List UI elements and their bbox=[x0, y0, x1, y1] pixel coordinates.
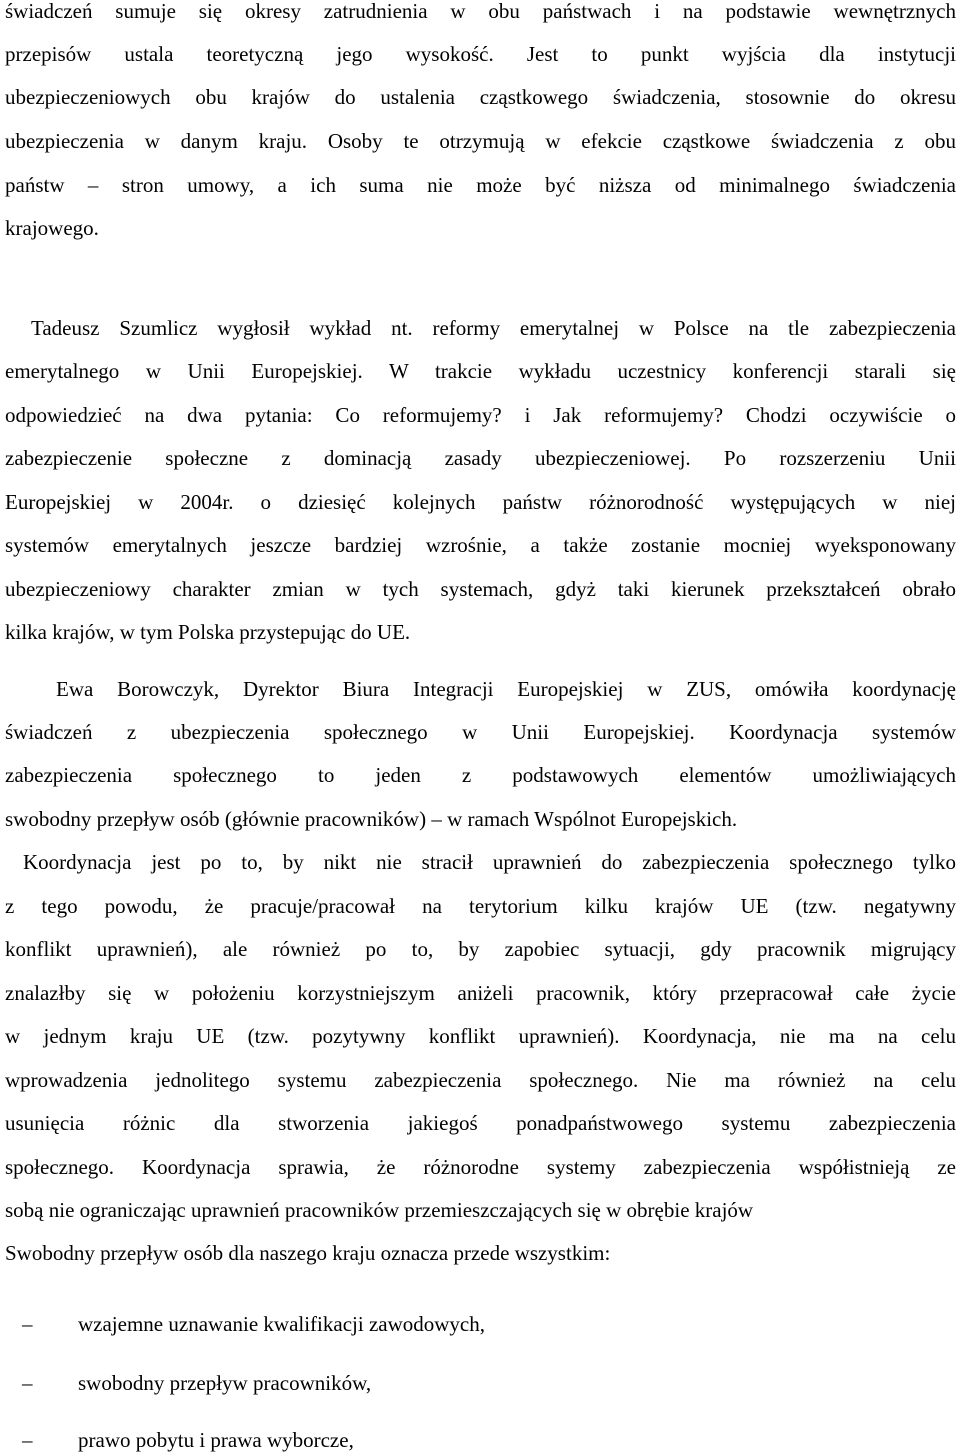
text-line: sobą nie ograniczając uprawnień pracowników przemieszczających się w obrębie krajów bbox=[5, 1198, 754, 1222]
text-line: Koordynacja jest po to, by nikt nie stracił uprawnień do zabezpieczenia społecznego tylko bbox=[23, 850, 956, 874]
text-line: Swobodny przepływ osób dla naszego kraju oznacza przede wszystkim: bbox=[5, 1241, 611, 1265]
text-line: usunięcia różnic dla stworzenia jakiegoś ponadpaństwowego systemu zabezpieczenia bbox=[5, 1111, 956, 1135]
list-item-text: prawo pobytu i prawa wyborcze, bbox=[78, 1428, 354, 1452]
text-line: Ewa Borowczyk, Dyrektor Biura Integracji Europejskiej w ZUS, omówiła koordynację bbox=[56, 677, 956, 701]
text-line: zabezpieczenie społeczne z dominacją zasady ubezpieczeniowej. Po rozszerzeniu Unii bbox=[5, 446, 956, 470]
dash-bullet-icon: – bbox=[22, 1428, 33, 1452]
text-line: wprowadzenia jednolitego systemu zabezpieczenia społecznego. Nie ma również na celu bbox=[5, 1068, 956, 1092]
text-line: konflikt uprawnień), ale również po to, by zapobiec sytuacji, gdy pracownik migrujący bbox=[5, 937, 956, 961]
text-line: ubezpieczeniowy charakter zmian w tych systemach, gdyż taki kierunek przekształceń obrało bbox=[5, 577, 956, 601]
text-line: znalazłby się w położeniu korzystniejszym aniżeli pracownik, który przepracował całe życie bbox=[5, 981, 956, 1005]
text-line: systemów emerytalnych jeszcze bardziej wzrośnie, a także zostanie mocniej wyeksponowany bbox=[5, 533, 956, 557]
text-line: ubezpieczenia w danym kraju. Osoby te otrzymują w efekcie cząstkowe świadczenia z obu bbox=[5, 129, 956, 153]
text-line: przepisów ustala teoretyczną jego wysokość. Jest to punkt wyjścia dla instytucji bbox=[5, 42, 956, 66]
text-line: emerytalnego w Unii Europejskiej. W trakcie wykładu uczestnicy konferencji starali się bbox=[5, 359, 956, 383]
text-line: zabezpieczenia społecznego to jeden z podstawowych elementów umożliwiających bbox=[5, 763, 956, 787]
text-line: ubezpieczeniowych obu krajów do ustalenia cząstkowego świadczenia, stosownie do okresu bbox=[5, 85, 956, 109]
text-line: państw – stron umowy, a ich suma nie może być niższa od minimalnego świadczenia bbox=[5, 173, 956, 197]
text-line: świadczeń sumuje się okresy zatrudnienia w obu państwach i na podstawie wewnętrznych bbox=[5, 0, 956, 23]
text-line: społecznego. Koordynacja sprawia, że różnorodne systemy zabezpieczenia współistnieją ze bbox=[5, 1155, 956, 1179]
dash-bullet-icon: – bbox=[22, 1312, 33, 1336]
text-line: z tego powodu, że pracuje/pracował na terytorium kilku krajów UE (tzw. negatywny bbox=[5, 894, 956, 918]
text-line: swobodny przepływ osób (głównie pracowników) – w ramach Wspólnot Europejskich. bbox=[5, 807, 738, 831]
text-line: Europejskiej w 2004r. o dziesięć kolejnych państw różnorodność występujących w niej bbox=[5, 490, 956, 514]
dash-bullet-icon: – bbox=[22, 1371, 33, 1395]
text-line: krajowego. bbox=[5, 216, 99, 240]
list-item-text: swobodny przepływ pracowników, bbox=[78, 1371, 372, 1395]
text-line: Tadeusz Szumlicz wygłosił wykład nt. reformy emerytalnej w Polsce na tle zabezpieczenia bbox=[31, 316, 956, 340]
text-line: świadczeń z ubezpieczenia społecznego w Unii Europejskiej. Koordynacja systemów bbox=[5, 720, 956, 744]
list-item-text: wzajemne uznawanie kwalifikacji zawodowych, bbox=[78, 1312, 485, 1336]
text-line: w jednym kraju UE (tzw. pozytywny konflikt uprawnień). Koordynacja, nie ma na celu bbox=[5, 1024, 956, 1048]
text-line: odpowiedzieć na dwa pytania: Co reformujemy? i Jak reformujemy? Chodzi oczywiście o bbox=[5, 403, 956, 427]
text-line: kilka krajów, w tym Polska przystepując do UE. bbox=[5, 620, 411, 644]
